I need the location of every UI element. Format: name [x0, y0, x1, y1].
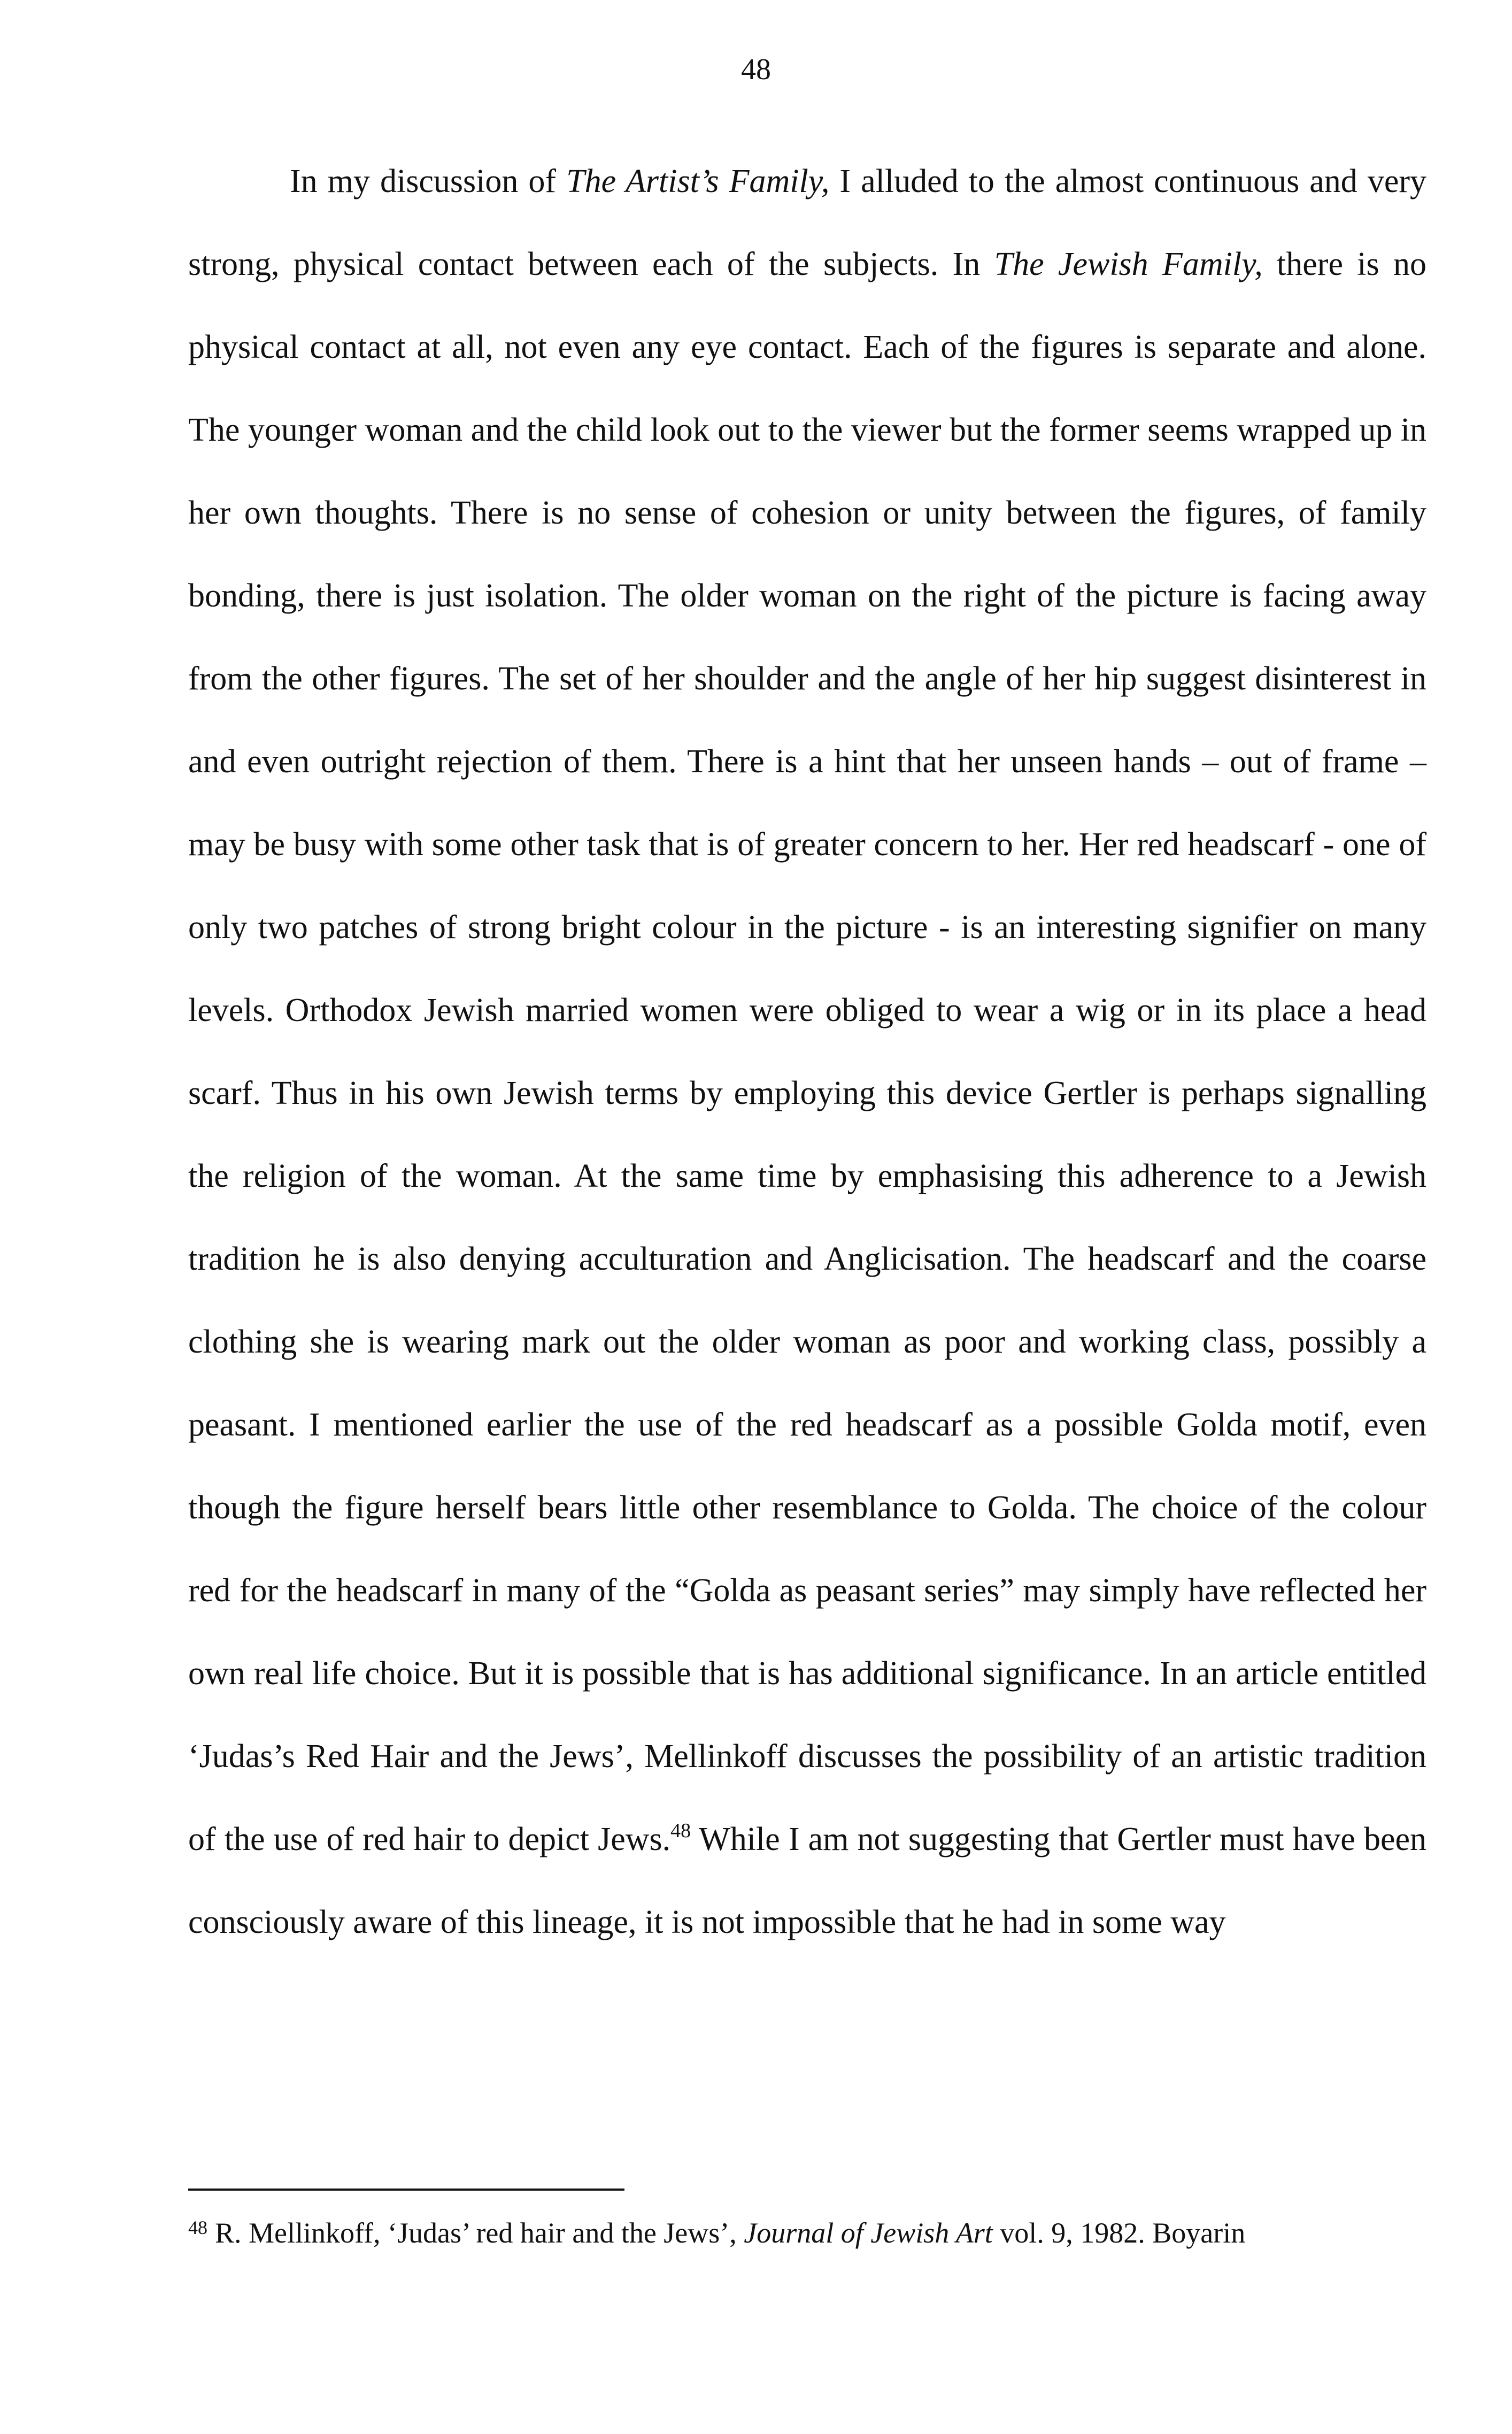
footnote-number: 48: [188, 2217, 207, 2238]
body-paragraph: [188, 140, 1426, 1964]
footnote-divider: [188, 2189, 624, 2191]
footnote-reference: 48: [670, 1819, 691, 1842]
paragraph-text: I alluded to the almost continuous and very strong, physical contact between each of the subjects. In: [188, 163, 1427, 282]
footnote-text: vol. 9, 1982. Boyarin: [992, 2217, 1246, 2249]
artwork-title: The Artist’s Family,: [566, 163, 830, 199]
journal-title: Journal of Jewish Art: [744, 2217, 993, 2249]
paragraph-text: While I am not suggesting that Gertler must have been consciously aware of this lineage, it is not impossible that he had in some way: [188, 1821, 1426, 1940]
paragraph-text: In my discussion of: [290, 163, 567, 199]
footnote-text: R. Mellinkoff, ‘Judas’ red hair and the Jews’,: [215, 2217, 744, 2249]
paragraph-text: there is no physical contact at all, not even any eye contact. Each of the figures is separate and alone. The younger woman and the child look out to the viewer but the former seems wrapped up in her own thoughts. There is no sense of cohesion or unity between the figures, of family bonding, there is just isolation. The older woman on the right of the picture is facing away from the other figures. The set of her shoulder and the angle of her hip suggest disinterest in and even outright rejection of them. There is a hint that her unseen hands – out of frame – may be busy with some other task that is of greater concern to her. Her red headscarf - one of only two patches of strong bright colour in the picture - is an interesting signifier on many levels. Orthodox Jewish married women were obliged to wear a wig or in its place a head scarf. Thus in his own Jewish terms by employing this device Gertler is perhaps signalling the religion of the woman. At the same time by emphasising this adherence to a Jewish tradition he is also denying acculturation and Anglicisation. The headscarf and the coarse clothing she is wearing mark out the older woman as poor and working class, possibly a peasant. I mentioned earlier the use of the red headscarf as a possible Golda motif, even though the figure herself bears little other resemblance to Golda. The choice of the colour red for the headscarf in many of the “Golda as peasant series” may simply have reflected her own real life choice. But it is possible that is has additional significance. In an article entitled ‘Judas’s Red Hair and the Jews’, Mellinkoff discusses the possibility of an artistic tradition of the use of red hair to depict Jews.: [188, 246, 1427, 1857]
footnote: [188, 2214, 1426, 2252]
artwork-title: The Jewish Family,: [994, 246, 1263, 282]
page-number: 48: [741, 53, 771, 86]
